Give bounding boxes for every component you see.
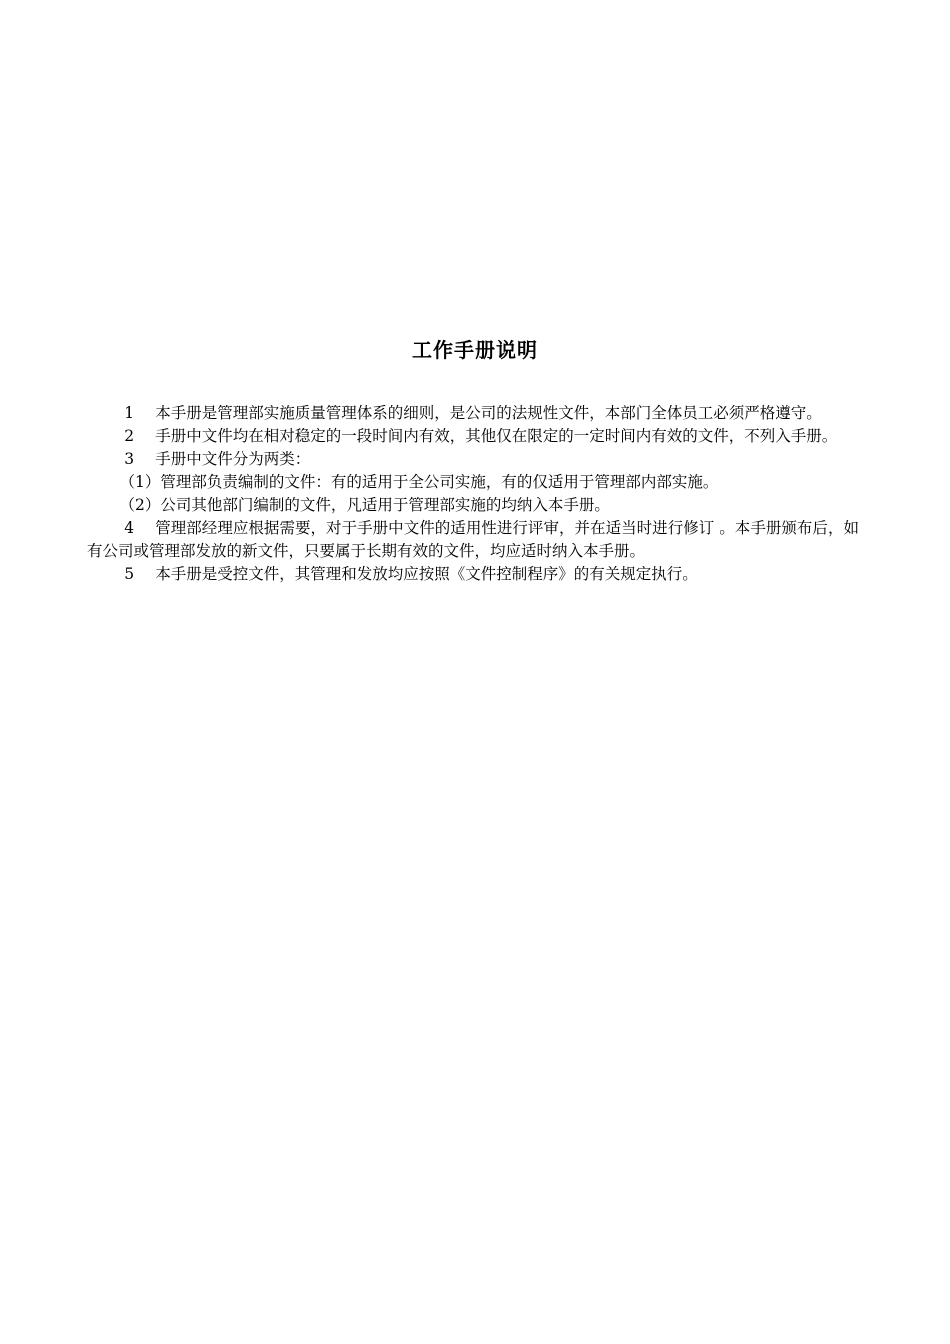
- paragraph-item-3: [87, 448, 859, 471]
- paragraph-item-4: [87, 517, 859, 563]
- item-number: 1: [124, 404, 135, 422]
- item-text: （1）管理部负责编制的文件：有的适用于全公司实施，有的仅适用于管理部内部实施。: [119, 473, 719, 491]
- item-number: 4: [124, 519, 135, 537]
- paragraph-item-1: [87, 402, 859, 425]
- document-title: 工作手册说明: [412, 338, 538, 362]
- item-text: 管理部经理应根据需要，对于手册中文件的适用性进行评审，并在适当时进行修订 。本手册颁布后，如有公司或管理部发放的新文件，只要属于长期有效的文件，均应适时纳入本手册。: [87, 519, 859, 560]
- paragraph-subitem-2: [87, 494, 859, 517]
- item-text: 手册中文件分为两类：: [155, 450, 311, 468]
- item-text: 本手册是管理部实施质量管理体系的细则，是公司的法规性文件，本部门全体员工必须严格遵守。: [155, 404, 822, 422]
- item-text: 本手册是受控文件，其管理和发放均应按照《文件控制程序》的有关规定执行。: [155, 565, 698, 583]
- paragraph-item-2: [87, 425, 859, 448]
- item-number: 2: [124, 427, 135, 445]
- item-number: 5: [124, 565, 135, 583]
- item-number: 3: [124, 450, 135, 468]
- document-body: [87, 402, 859, 586]
- paragraph-item-5: [87, 563, 859, 586]
- paragraph-subitem-1: [87, 471, 859, 494]
- item-text: 手册中文件均在相对稳定的一段时间内有效，其他仅在限定的一定时间内有效的文件，不列入手册。: [155, 427, 838, 445]
- item-text: （2）公司其他部门编制的文件，凡适用于管理部实施的均纳入本手册。: [119, 496, 610, 514]
